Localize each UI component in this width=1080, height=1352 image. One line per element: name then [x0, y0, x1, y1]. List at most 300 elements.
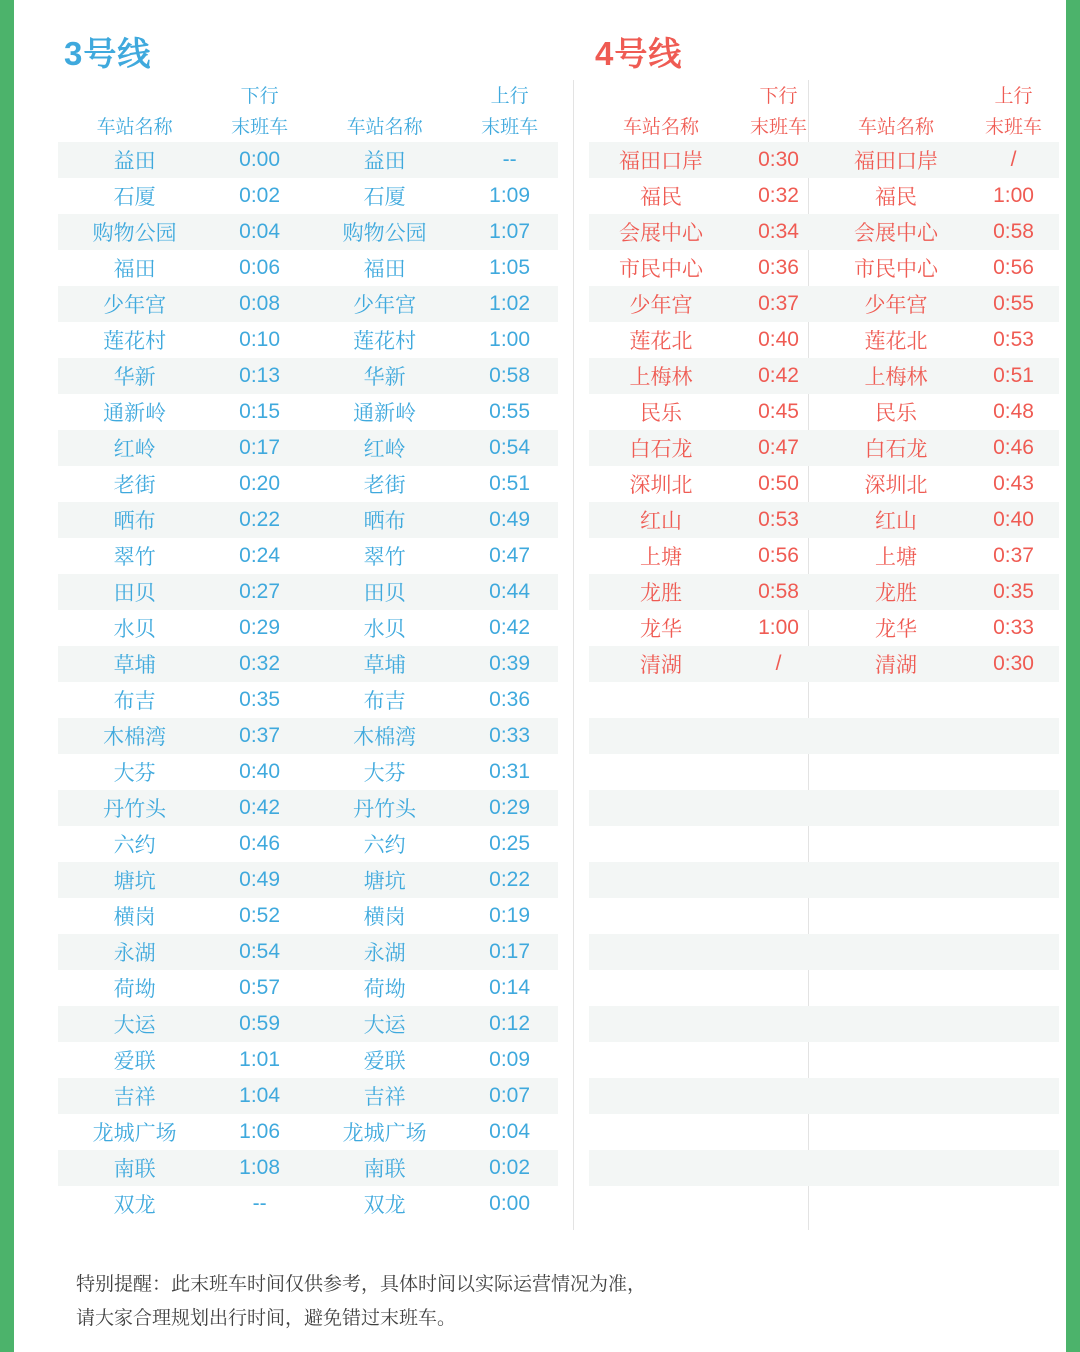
down-last-train-time: 0:04 — [239, 220, 281, 243]
up-station-name: 老街 — [363, 474, 406, 497]
line3-up-direction: 上行 — [490, 85, 529, 107]
down-last-train-time — [733, 1042, 824, 1078]
line4-up-direction: 上行 — [994, 85, 1033, 107]
down-last-train-time: 0:32 — [239, 652, 281, 675]
up-station-name: 龙胜 — [875, 582, 917, 605]
down-station-name: 会展中心 — [619, 222, 704, 245]
down-station-name: 福田口岸 — [619, 150, 704, 173]
down-station-name: 石厦 — [113, 186, 156, 209]
schedule-page — [28, 0, 1080, 1352]
down-station-name: 荷坳 — [113, 978, 156, 1001]
down-last-train-time: 0:27 — [239, 580, 281, 603]
down-station-name — [589, 1042, 733, 1078]
up-station-name — [824, 934, 968, 970]
up-station-name: 购物公园 — [342, 222, 427, 245]
up-last-train-time: 0:43 — [993, 472, 1034, 495]
up-last-train-time — [968, 934, 1059, 970]
down-station-name: 上梅林 — [629, 366, 693, 389]
down-station-name: 田贝 — [113, 582, 156, 605]
line3-up-lasttrain-header: 末班车 — [481, 116, 539, 138]
down-last-train-time — [733, 898, 824, 934]
down-last-train-time: 0:53 — [758, 508, 799, 531]
down-last-train-time — [733, 682, 824, 718]
down-station-name: 益田 — [113, 150, 156, 173]
up-station-name: 布吉 — [363, 690, 406, 713]
down-station-name: 六约 — [113, 834, 156, 857]
table-row — [589, 1006, 1059, 1042]
down-station-name: 晒布 — [113, 510, 156, 533]
down-last-train-time: 0:57 — [239, 976, 281, 999]
down-station-name: 横岗 — [113, 906, 156, 929]
up-station-name — [824, 1078, 968, 1114]
down-station-name: 购物公园 — [92, 222, 177, 245]
up-last-train-time: 0:35 — [993, 580, 1034, 603]
up-station-name: 横岗 — [363, 906, 406, 929]
up-last-train-time — [968, 718, 1059, 754]
down-station-name — [589, 826, 733, 862]
line3-table-body — [58, 142, 558, 1222]
up-station-name: 塘坑 — [363, 870, 406, 893]
table-row — [589, 754, 1059, 790]
down-station-name: 龙城广场 — [92, 1122, 177, 1145]
down-station-name — [589, 682, 733, 718]
up-last-train-time: 1:02 — [489, 292, 531, 315]
down-last-train-time: 0:20 — [239, 472, 281, 495]
down-last-train-time: 0:24 — [239, 544, 281, 567]
table-row — [589, 538, 1059, 574]
down-last-train-time: 1:00 — [758, 616, 799, 639]
footer-line-2: 请大家合理规划出行时间，避免错过末班车。 — [76, 1308, 457, 1329]
down-station-name: 水贝 — [113, 618, 156, 641]
up-last-train-time: 0:33 — [489, 724, 531, 747]
up-station-name: 上梅林 — [864, 366, 928, 389]
down-last-train-time: 0:52 — [239, 904, 281, 927]
up-last-train-time: 0:12 — [489, 1012, 531, 1035]
down-station-name: 永湖 — [113, 942, 156, 965]
up-station-name: 晒布 — [363, 510, 406, 533]
up-station-name: 莲花村 — [353, 330, 417, 353]
table-row — [58, 1006, 558, 1042]
up-last-train-time: 0:58 — [993, 220, 1034, 243]
up-last-train-time: 0:29 — [489, 796, 531, 819]
up-last-train-time: 0:36 — [489, 688, 531, 711]
down-station-name: 红山 — [640, 510, 683, 533]
down-last-train-time: 0:00 — [239, 148, 281, 171]
up-last-train-time: -- — [502, 148, 517, 171]
down-station-name: 老街 — [113, 474, 156, 497]
line4-table-body — [589, 142, 1059, 1222]
down-last-train-time — [733, 790, 824, 826]
up-last-train-time — [968, 898, 1059, 934]
table-row — [58, 250, 558, 286]
up-station-name: 丹竹头 — [353, 798, 417, 821]
up-station-name: 通新岭 — [353, 402, 417, 425]
table-row — [589, 286, 1059, 322]
table-row — [58, 430, 558, 466]
up-station-name: 龙城广场 — [342, 1122, 427, 1145]
up-last-train-time: 1:05 — [489, 256, 531, 279]
table-row — [589, 826, 1059, 862]
up-station-name — [824, 970, 968, 1006]
table-row — [589, 322, 1059, 358]
down-station-name — [589, 790, 733, 826]
down-station-name: 白石龙 — [629, 438, 693, 461]
up-last-train-time: 0:25 — [489, 832, 531, 855]
down-station-name — [589, 934, 733, 970]
down-last-train-time: 0:46 — [239, 832, 281, 855]
down-last-train-time — [733, 718, 824, 754]
down-station-name: 大运 — [113, 1014, 156, 1037]
down-last-train-time: 0:08 — [239, 292, 281, 315]
table-row — [589, 790, 1059, 826]
table-row — [58, 1150, 558, 1186]
line3-down-lasttrain-header: 末班车 — [231, 116, 289, 138]
table-row — [58, 790, 558, 826]
line3-down-station-header: 车站名称 — [96, 116, 173, 138]
up-station-name: 少年宫 — [864, 294, 928, 317]
up-station-name: 水贝 — [363, 618, 406, 641]
table-row — [589, 574, 1059, 610]
table-row — [589, 718, 1059, 754]
table-row — [58, 826, 558, 862]
down-last-train-time: 0:49 — [239, 868, 281, 891]
up-station-name — [824, 790, 968, 826]
down-station-name: 清湖 — [640, 654, 683, 677]
up-last-train-time — [968, 1042, 1059, 1078]
up-station-name: 白石龙 — [864, 438, 928, 461]
down-last-train-time: 1:06 — [239, 1120, 281, 1143]
table-row — [58, 898, 558, 934]
up-station-name — [824, 826, 968, 862]
up-station-name — [824, 1186, 968, 1222]
up-last-train-time: 0:40 — [993, 508, 1034, 531]
table-row — [589, 1186, 1059, 1222]
line3-down-station-dir-spacer — [58, 80, 211, 108]
up-station-name — [824, 1150, 968, 1186]
table-row — [58, 358, 558, 394]
table-row — [589, 646, 1059, 682]
table-row — [589, 502, 1059, 538]
line3-direction-row — [58, 80, 558, 108]
up-last-train-time: 0:51 — [993, 364, 1034, 387]
up-station-name: 大运 — [363, 1014, 406, 1037]
table-row — [589, 214, 1059, 250]
up-station-name — [824, 1006, 968, 1042]
up-last-train-time: 0:07 — [489, 1084, 531, 1107]
up-station-name: 市民中心 — [854, 258, 938, 281]
up-station-name: 双龙 — [363, 1194, 406, 1217]
up-station-name: 荷坳 — [363, 978, 406, 1001]
table-row — [589, 862, 1059, 898]
down-station-name: 少年宫 — [629, 294, 693, 317]
table-row — [589, 1042, 1059, 1078]
up-last-train-time — [968, 862, 1059, 898]
table-row — [589, 682, 1059, 718]
down-station-name: 双龙 — [113, 1194, 156, 1217]
down-last-train-time: 0:17 — [239, 436, 281, 459]
down-station-name: 民乐 — [640, 402, 683, 425]
down-last-train-time — [733, 1114, 824, 1150]
line3-subheader-row — [58, 108, 558, 142]
up-station-name — [824, 1042, 968, 1078]
up-last-train-time: 1:00 — [489, 328, 531, 351]
down-station-name — [589, 1186, 733, 1222]
line4-subheader-row — [589, 108, 1059, 142]
down-last-train-time — [733, 1006, 824, 1042]
table-row — [58, 1114, 558, 1150]
table-row — [589, 358, 1059, 394]
down-station-name: 龙胜 — [640, 582, 683, 605]
table-row — [58, 142, 558, 178]
up-last-train-time: 1:09 — [489, 184, 531, 207]
down-last-train-time: 0:42 — [758, 364, 799, 387]
up-station-name: 大芬 — [363, 762, 406, 785]
table-row — [58, 862, 558, 898]
line4-table — [589, 80, 1059, 1222]
down-station-name: 少年宫 — [103, 294, 167, 317]
down-last-train-time — [733, 970, 824, 1006]
table-row — [589, 466, 1059, 502]
up-last-train-time: 0:51 — [489, 472, 531, 495]
up-last-train-time: 0:58 — [489, 364, 531, 387]
table-row — [58, 646, 558, 682]
table-row — [58, 574, 558, 610]
up-station-name: 石厦 — [363, 186, 406, 209]
up-last-train-time: 0:30 — [993, 652, 1034, 675]
down-station-name: 翠竹 — [113, 546, 156, 569]
table-row — [58, 466, 558, 502]
up-station-name: 华新 — [363, 366, 406, 389]
up-station-name: 莲花北 — [864, 330, 928, 353]
down-station-name — [589, 1114, 733, 1150]
down-station-name — [589, 754, 733, 790]
down-station-name: 深圳北 — [629, 474, 693, 497]
up-station-name — [824, 718, 968, 754]
up-last-train-time: 0:02 — [489, 1156, 531, 1179]
up-station-name — [824, 754, 968, 790]
down-last-train-time: 0:10 — [239, 328, 281, 351]
up-last-train-time: 1:07 — [489, 220, 531, 243]
down-last-train-time: -- — [252, 1192, 267, 1215]
down-last-train-time: 0:50 — [758, 472, 799, 495]
down-station-name: 龙华 — [640, 618, 683, 641]
footer-text-1: 此末班车时间仅供参考，具体时间以实际运营情况为准， — [171, 1274, 647, 1295]
down-last-train-time — [733, 934, 824, 970]
down-last-train-time — [733, 826, 824, 862]
down-station-name: 爱联 — [113, 1050, 156, 1073]
down-last-train-time: 0:15 — [239, 400, 281, 423]
down-last-train-time: 0:42 — [239, 796, 281, 819]
up-station-name: 吉祥 — [363, 1086, 406, 1109]
up-station-name: 清湖 — [875, 654, 917, 677]
up-last-train-time: 0:44 — [489, 580, 531, 603]
up-last-train-time: 0:14 — [489, 976, 531, 999]
up-last-train-time: 0:49 — [489, 508, 531, 531]
up-last-train-time: 0:37 — [993, 544, 1034, 567]
up-last-train-time — [968, 1150, 1059, 1186]
up-last-train-time: 0:48 — [993, 400, 1034, 423]
table-row — [589, 970, 1059, 1006]
down-station-name: 塘坑 — [113, 870, 156, 893]
line4-down-station-header: 车站名称 — [623, 116, 700, 138]
footer-line-1 — [76, 1268, 646, 1302]
down-last-train-time: 0:40 — [758, 328, 799, 351]
up-last-train-time: 0:00 — [489, 1192, 531, 1215]
down-station-name — [589, 1006, 733, 1042]
down-station-name: 莲花北 — [629, 330, 693, 353]
table-row — [589, 394, 1059, 430]
up-last-train-time: 0:55 — [489, 400, 531, 423]
down-last-train-time — [733, 1078, 824, 1114]
down-last-train-time: 0:40 — [239, 760, 281, 783]
down-station-name: 布吉 — [113, 690, 156, 713]
table-row — [58, 610, 558, 646]
up-station-name: 深圳北 — [864, 474, 928, 497]
down-last-train-time: 0:29 — [239, 616, 281, 639]
down-last-train-time — [733, 754, 824, 790]
down-last-train-time: 0:37 — [758, 292, 799, 315]
down-station-name: 吉祥 — [113, 1086, 156, 1109]
line3-table — [58, 80, 558, 1222]
line4-down-direction: 下行 — [759, 85, 798, 107]
down-last-train-time: 0:54 — [239, 940, 281, 963]
table-row — [58, 1078, 558, 1114]
down-last-train-time: 0:45 — [758, 400, 799, 423]
table-row — [58, 538, 558, 574]
line4-schedule-panel — [589, 80, 1059, 1222]
line4-title: 4号线 — [595, 35, 683, 72]
up-last-train-time — [968, 1186, 1059, 1222]
line4-up-station-header: 车站名称 — [857, 116, 934, 138]
table-row — [58, 970, 558, 1006]
down-last-train-time: / — [775, 652, 782, 675]
down-station-name — [589, 970, 733, 1006]
table-row — [589, 142, 1059, 178]
up-last-train-time: 0:33 — [993, 616, 1034, 639]
up-station-name: 永湖 — [363, 942, 406, 965]
down-station-name: 福田 — [113, 258, 156, 281]
table-row — [58, 682, 558, 718]
table-row — [58, 754, 558, 790]
up-station-name: 田贝 — [363, 582, 406, 605]
up-station-name: 福民 — [875, 186, 917, 209]
down-last-train-time: 0:58 — [758, 580, 799, 603]
up-last-train-time: 0:22 — [489, 868, 531, 891]
up-station-name: 民乐 — [875, 402, 917, 425]
up-last-train-time — [968, 1078, 1059, 1114]
down-station-name: 福民 — [640, 186, 683, 209]
up-station-name: 红山 — [875, 510, 917, 533]
down-last-train-time — [733, 1186, 824, 1222]
up-station-name: 益田 — [363, 150, 406, 173]
down-last-train-time: 0:36 — [758, 256, 799, 279]
down-station-name — [589, 862, 733, 898]
up-last-train-time — [968, 754, 1059, 790]
up-last-train-time: / — [1010, 148, 1017, 171]
table-row — [589, 178, 1059, 214]
up-last-train-time: 0:17 — [489, 940, 531, 963]
up-station-name: 草埔 — [363, 654, 406, 677]
down-station-name: 莲花村 — [103, 330, 167, 353]
up-last-train-time — [968, 970, 1059, 1006]
down-station-name: 大芬 — [113, 762, 156, 785]
down-station-name: 木棉湾 — [103, 726, 167, 749]
up-last-train-time: 0:09 — [489, 1048, 531, 1071]
up-last-train-time: 0:19 — [489, 904, 531, 927]
table-row — [58, 214, 558, 250]
down-station-name — [589, 1150, 733, 1186]
down-last-train-time — [733, 1150, 824, 1186]
down-last-train-time — [733, 862, 824, 898]
down-last-train-time: 0:06 — [239, 256, 281, 279]
up-last-train-time: 0:46 — [993, 436, 1034, 459]
up-last-train-time — [968, 1114, 1059, 1150]
up-last-train-time: 0:54 — [489, 436, 531, 459]
line4-down-station-dir-spacer — [589, 80, 733, 108]
up-station-name: 少年宫 — [353, 294, 417, 317]
line4-table-head — [589, 80, 1059, 142]
up-station-name: 翠竹 — [363, 546, 406, 569]
down-last-train-time: 0:30 — [758, 148, 799, 171]
up-last-train-time: 0:56 — [993, 256, 1034, 279]
line3-up-station-header: 车站名称 — [346, 116, 423, 138]
line3-up-station-dir-spacer — [308, 80, 461, 108]
table-row — [589, 250, 1059, 286]
up-last-train-time: 0:04 — [489, 1120, 531, 1143]
down-last-train-time: 1:01 — [239, 1048, 281, 1071]
down-last-train-time: 1:04 — [239, 1084, 281, 1107]
down-station-name: 红岭 — [113, 438, 156, 461]
down-last-train-time: 0:32 — [758, 184, 799, 207]
line3-down-direction: 下行 — [240, 85, 279, 107]
table-row — [589, 1078, 1059, 1114]
table-row — [58, 394, 558, 430]
table-row — [589, 430, 1059, 466]
table-row — [58, 178, 558, 214]
up-station-name: 福田口岸 — [854, 150, 938, 173]
up-station-name: 上塘 — [875, 546, 917, 569]
down-station-name: 南联 — [113, 1158, 156, 1181]
down-station-name: 草埔 — [113, 654, 156, 677]
down-last-train-time: 0:34 — [758, 220, 799, 243]
down-station-name: 华新 — [113, 366, 156, 389]
up-last-train-time: 0:53 — [993, 328, 1034, 351]
down-last-train-time: 0:02 — [239, 184, 281, 207]
up-last-train-time: 1:00 — [993, 184, 1034, 207]
line4-direction-row — [589, 80, 1059, 108]
up-last-train-time — [968, 790, 1059, 826]
up-station-name: 南联 — [363, 1158, 406, 1181]
down-last-train-time: 1:08 — [239, 1156, 281, 1179]
table-row — [58, 1186, 558, 1222]
down-last-train-time: 0:56 — [758, 544, 799, 567]
down-station-name: 上塘 — [640, 546, 683, 569]
down-last-train-time: 0:35 — [239, 688, 281, 711]
down-last-train-time: 0:47 — [758, 436, 799, 459]
table-row — [589, 1114, 1059, 1150]
table-row — [589, 1150, 1059, 1186]
table-row — [58, 322, 558, 358]
table-row — [58, 934, 558, 970]
up-last-train-time — [968, 1006, 1059, 1042]
up-station-name: 六约 — [363, 834, 406, 857]
table-row — [58, 1042, 558, 1078]
down-last-train-time: 0:13 — [239, 364, 281, 387]
footer-notice — [76, 1268, 646, 1336]
up-last-train-time: 0:47 — [489, 544, 531, 567]
line4-up-lasttrain-header: 末班车 — [985, 116, 1043, 138]
up-station-name: 福田 — [363, 258, 406, 281]
